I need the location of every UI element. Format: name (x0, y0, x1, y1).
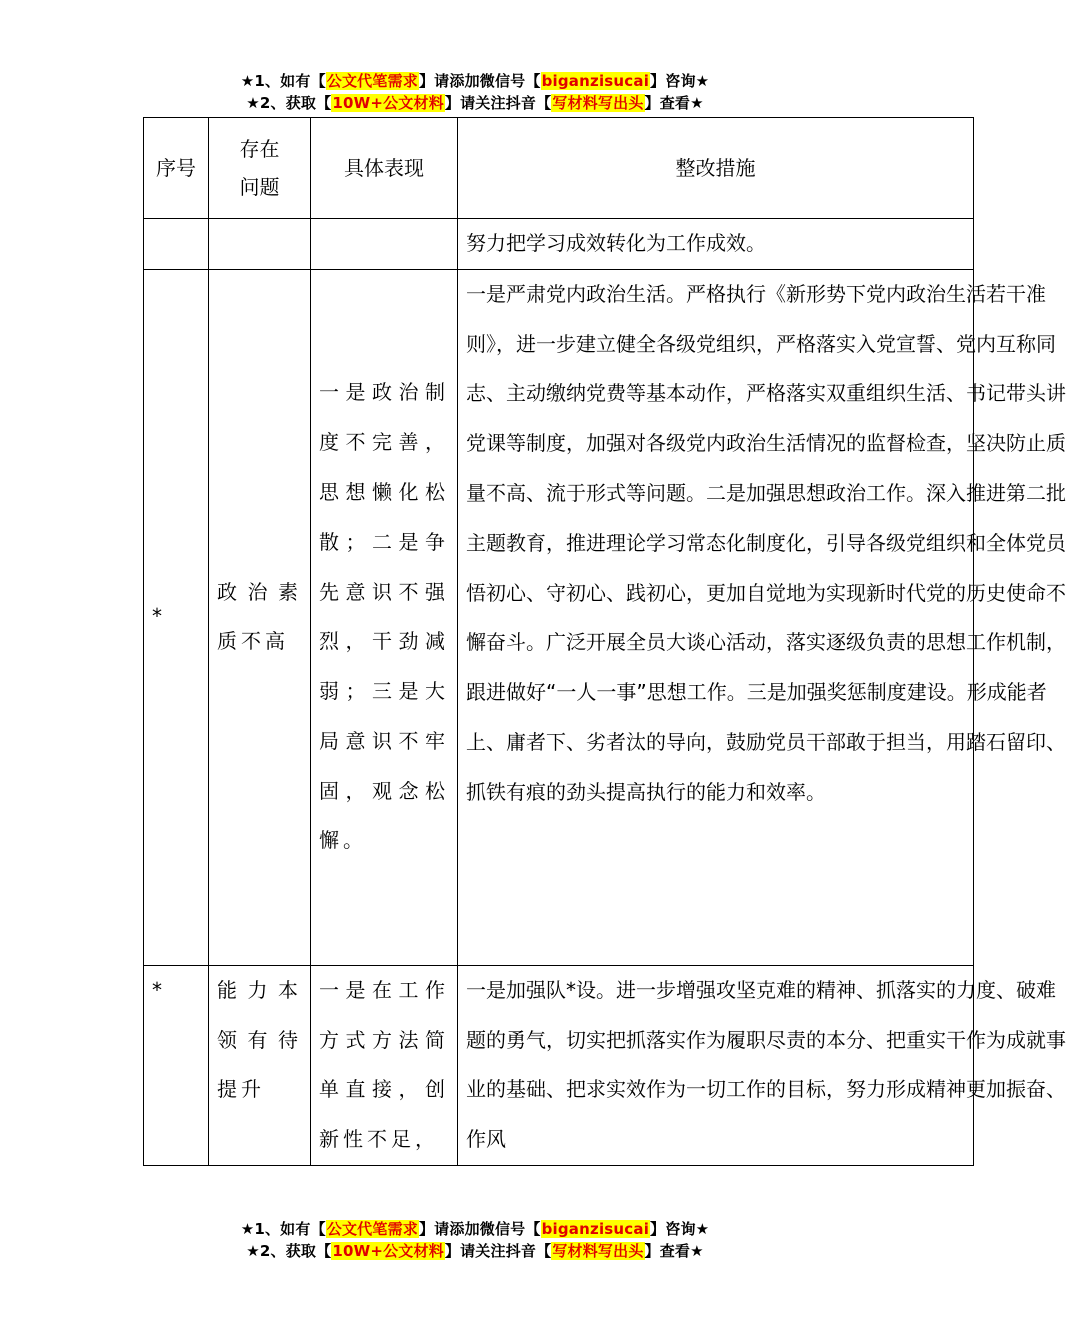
banner-text: 】请关注抖音【 (444, 94, 552, 112)
banner-text: 】查看★ (644, 94, 704, 112)
banner-text: ★1、如有【 (240, 72, 326, 90)
banner-text: ★1、如有【 (240, 1220, 326, 1238)
cell-measures (458, 269, 1066, 965)
table-row (144, 269, 974, 965)
header-seq: 序号 (144, 118, 209, 219)
cell-problem: 能力本领有待提升 (209, 965, 311, 1165)
banner-text: 】请添加微信号【 (418, 1220, 541, 1238)
banner-text: 】请关注抖音【 (444, 1242, 552, 1260)
header-measures: 整改措施 (458, 118, 974, 219)
table-row (144, 965, 974, 1165)
table-row (144, 219, 974, 270)
banner-highlight: 公文代笔需求 (326, 1220, 418, 1238)
cell-measures: 努力把学习成效转化为工作成效。 (458, 219, 974, 270)
cell-seq: * (144, 965, 209, 1165)
banner-text: 】咨询★ (650, 72, 710, 90)
banner-highlight: 10W+公文材料 (332, 94, 444, 112)
banner-text: 】请添加微信号【 (418, 72, 541, 90)
header-performance: 具体表现 (311, 118, 458, 219)
header-problem-line1: 存在 (239, 137, 280, 161)
cell-performance (311, 219, 458, 270)
cell-performance: 一是政治制度不完善，思想懒化松散；二是争先意识不强烈，干劲减弱；三是大局意识不牢固，观念松懈。 (311, 269, 458, 965)
measures-text: 一是严肃党内政治生活。严格执行《新形势下党内政治生活若干准则》，进一步建立健全各级党组织，严格落实入党宣誓、党内互称同志、主动缴纳党费等基本动作，严格落实双重组织生活、书记带头讲党课等制度，加强对各级党内政治生活情况的监督检查，坚决防止质量不高、流于形式等问题。二是加强思想政治工作。深入推进第二批主题教育，推进理论学习常态化制度化，引导各级党组织和全体党员悟初心、守初心、践初心，更加自觉地为实现新时代党的历史使命不懈奋斗。广泛开展全员大谈心活动，落实逐级负责的思想工作机制，跟进做好“一人一事”思想工作。三是加强奖惩制度建设。形成能者上、庸者下、劣者汰的导向，鼓励党员干部敢于担当，用踏石留印、抓铁有痕的劲头提高执行的能力和效率。 (466, 281, 1066, 804)
header-banner (0, 70, 950, 114)
banner-highlight: biganzisucai (541, 1220, 650, 1238)
banner-text: 】咨询★ (650, 1220, 710, 1238)
cell-measures (458, 965, 1066, 1165)
banner-text: 】查看★ (644, 1242, 704, 1260)
banner-highlight: biganzisucai (541, 72, 650, 90)
table-header-row (144, 118, 974, 219)
banner-highlight: 写材料写出头 (552, 1242, 644, 1260)
banner-line-1 (0, 1218, 950, 1240)
banner-line-2 (0, 92, 950, 114)
banner-highlight: 10W+公文材料 (332, 1242, 444, 1260)
cell-performance: 一是在工作方式方法简单直接，创新性不足， (311, 965, 458, 1165)
banner-highlight: 写材料写出头 (552, 94, 644, 112)
measures-text: 一是加强队*设。进一步增强攻坚克难的精神、抓落实的力度、破难题的勇气，切实把抓落实作为履职尽责的本分、把重实干作为成就事业的基础、把求实效作为一切工作的目标，努力形成精神更加振奋、作风 (466, 977, 1066, 1152)
banner-text: ★2、获取【 (246, 1242, 332, 1260)
header-problem (209, 118, 311, 219)
rectification-table (143, 117, 1066, 1166)
banner-line-2 (0, 1240, 950, 1262)
header-problem-line2: 问题 (239, 175, 280, 199)
banner-text: ★2、获取【 (246, 94, 332, 112)
cell-seq: * (144, 269, 209, 965)
cell-problem (209, 219, 311, 270)
footer-banner (0, 1218, 950, 1262)
cell-seq (144, 219, 209, 270)
banner-line-1 (0, 70, 950, 92)
cell-problem: 政治素质不高 (209, 269, 311, 965)
banner-highlight: 公文代笔需求 (326, 72, 418, 90)
